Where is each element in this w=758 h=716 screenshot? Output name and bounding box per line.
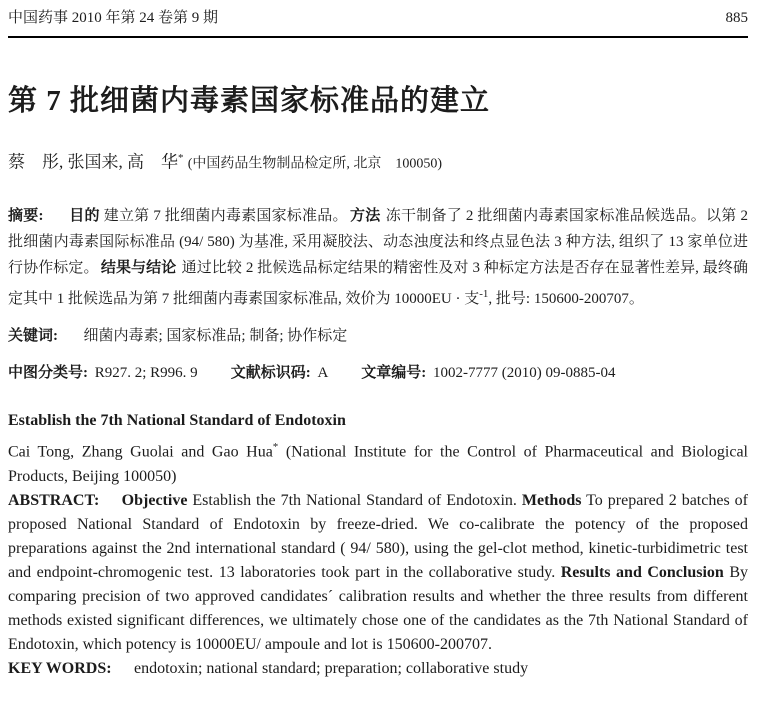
abstract-label-en: ABSTRACT: bbox=[8, 491, 100, 509]
page-header bbox=[8, 8, 748, 38]
authors-en bbox=[8, 435, 748, 489]
abstract-en bbox=[8, 489, 748, 657]
author-names-en: Cai Tong, Zhang Guolai and Gao Hua bbox=[8, 442, 273, 460]
keywords-text-cn: 细菌内毒素; 国家标准品; 制备; 协作标定 bbox=[83, 327, 348, 344]
methods-text-en: To prepared 2 batches of proposed National Standard of Endotoxin by freeze-dried. We co-calibrate the potency of the proposed preparations against the 2nd international standard ( 94/ 580), using the gel-clot method, kinetic-turbidimetric test and endpoint-chromogenic test. 13 laboratories took part in the collaborative study. bbox=[8, 491, 748, 581]
abstract-cn bbox=[8, 203, 748, 312]
doc-code-value: A bbox=[317, 364, 329, 381]
results-label-en: Results and Conclusion bbox=[560, 563, 724, 581]
corresponding-author-mark-cn: * bbox=[178, 152, 184, 164]
keywords-en bbox=[8, 658, 748, 680]
classification-row bbox=[8, 360, 748, 386]
results-text-cn-a: 通过比较 2 批候选品标定结果的精密性及对 3 种标定方法是否存在显著性差异, 最终确定其中 1 批候选品为第 7 批细菌内毒素国家标准品, 效价为 10000EU · 支 bbox=[8, 259, 748, 307]
doc-code-label: 文献标识码: bbox=[230, 364, 311, 381]
journal-issue: 中国药事 2010 年第 24 卷第 9 期 bbox=[8, 10, 219, 26]
affiliation-cn: (中国药品生物制品检定所, 北京 100050) bbox=[187, 156, 443, 172]
keywords-text-en: endotoxin; national standard; preparation; collaborative study bbox=[133, 659, 529, 677]
page-number: 885 bbox=[725, 10, 748, 26]
abstract-label-cn: 摘要: bbox=[8, 207, 44, 224]
article-id-value: 1002-7777 (2010) 09-0885-04 bbox=[433, 364, 616, 381]
methods-text-cn: 冻干制备了 2 批细菌内毒素国家标准品候选品。以第 2 批细菌内毒素国际标准品 (94/ 580) 为基准, 采用凝胶法、动态浊度法和终点显色法 3 种方法, 组织了 13 家单位进行协作标定。 bbox=[8, 207, 748, 276]
article-title-en: Establish the 7th National Standard of Endotoxin bbox=[8, 411, 346, 429]
keywords-cn bbox=[8, 323, 748, 349]
author-names-cn: 蔡 彤, 张国来, 高 华 bbox=[8, 152, 178, 172]
objective-label-cn: 目的 bbox=[68, 207, 100, 224]
clc-value: R927. 2; R996. 9 bbox=[94, 364, 198, 381]
keywords-label-cn: 关键词: bbox=[8, 327, 58, 344]
doc-code-group bbox=[231, 365, 329, 381]
objective-text-cn: 建立第 7 批细菌内毒素国家标准品。 bbox=[103, 207, 348, 224]
clc-group bbox=[8, 365, 198, 381]
authors-cn bbox=[8, 146, 748, 177]
article-id-label: 文章编号: bbox=[361, 364, 427, 381]
objective-text-en: Establish the 7th National Standard of Endotoxin. bbox=[187, 491, 522, 509]
corresponding-author-mark-en: * bbox=[272, 440, 279, 453]
article-id-group bbox=[361, 365, 615, 381]
results-superscript-cn: -1 bbox=[479, 287, 489, 300]
methods-label-en: Methods bbox=[521, 491, 582, 509]
methods-label-cn: 方法 bbox=[350, 207, 381, 224]
results-text-en: By comparing precision of two approved candidates´ calibration results and whether the three results from different methods existed significant differences, we ultimately chose one of the candidates as the 7th National Standard of Endotoxin, which potency is 10000EU/ ampoule and lot is 150600-200707. bbox=[8, 563, 749, 653]
affiliation-en: (National Institute for the Control of Pharmaceutical and Biological Products, Beijing 100050) bbox=[8, 442, 749, 485]
clc-label: 中图分类号: bbox=[8, 364, 88, 381]
results-label-cn: 结果与结论 bbox=[100, 259, 177, 276]
objective-label-en: Objective bbox=[121, 491, 188, 509]
keywords-label-en: KEY WORDS: bbox=[8, 659, 112, 677]
article-title-cn: 第 7 批细菌内毒素国家标准品的建立 bbox=[8, 85, 491, 117]
results-text-cn-b: , 批号: 150600-200707。 bbox=[488, 290, 644, 307]
